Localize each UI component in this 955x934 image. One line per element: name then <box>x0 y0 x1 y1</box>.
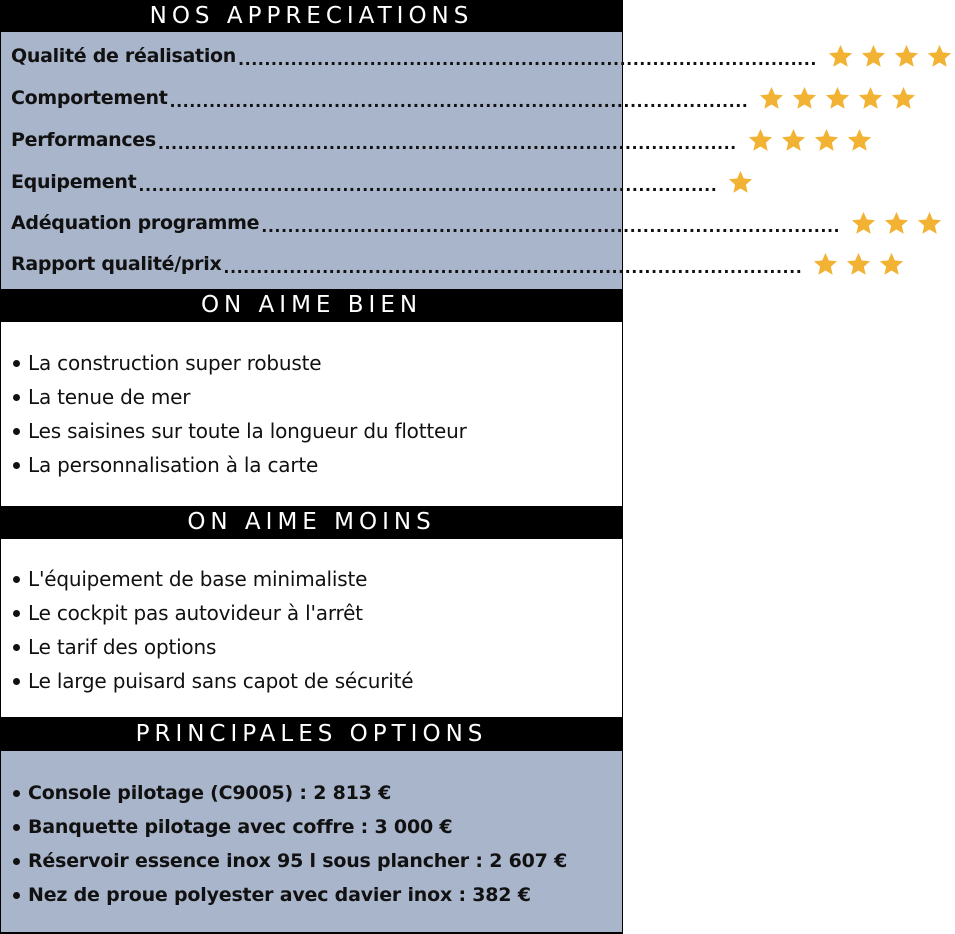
dot-leader: ........................................................................................ <box>238 49 817 69</box>
list-item-text: Réservoir essence inox 95 l sous plancher : 2 607 € <box>28 850 568 872</box>
bullet-dot-icon <box>13 790 20 797</box>
dot-leader: ........................................................................................ <box>138 175 718 195</box>
star-rating <box>723 167 756 197</box>
list-item <box>13 630 616 664</box>
list-item <box>13 414 616 448</box>
star-icon <box>822 83 853 113</box>
bullet-dot-icon <box>13 824 20 831</box>
ratings-header: NOS APPRECIATIONS <box>1 0 622 32</box>
rating-row <box>11 206 841 240</box>
bullet-dot-icon <box>13 428 20 435</box>
star-icon <box>881 208 912 238</box>
list-item <box>13 776 616 810</box>
list-item <box>13 380 616 414</box>
star-icon <box>843 249 874 279</box>
rating-row <box>11 165 718 199</box>
likes-list <box>13 346 616 482</box>
list-item <box>13 844 616 878</box>
list-item-text: Banquette pilotage avec coffre : 3 000 € <box>28 816 453 838</box>
likes-header: ON AIME BIEN <box>1 289 622 322</box>
star-icon <box>810 249 841 279</box>
list-item-text: Les saisines sur toute la longueur du flotteur <box>28 419 467 443</box>
star-icon <box>745 125 776 155</box>
dot-leader: ........................................................................................ <box>223 257 803 277</box>
star-icon <box>725 167 756 197</box>
star-rating <box>846 208 945 238</box>
list-item-text: La personnalisation à la carte <box>28 453 319 477</box>
star-rating <box>808 249 907 279</box>
star-icon <box>844 125 875 155</box>
dot-leader: ........................................................................................ <box>261 216 841 236</box>
star-rating <box>743 125 875 155</box>
star-icon <box>888 83 919 113</box>
list-item-text: La construction super robuste <box>28 351 322 375</box>
star-icon <box>848 208 879 238</box>
options-list <box>13 776 616 912</box>
star-icon <box>778 125 809 155</box>
rating-label: Rapport qualité/prix <box>11 253 222 275</box>
list-item-text: Console pilotage (C9005) : 2 813 € <box>28 782 392 804</box>
star-icon <box>825 41 856 71</box>
star-rating <box>823 41 955 71</box>
bullet-dot-icon <box>13 678 20 685</box>
star-icon <box>811 125 842 155</box>
bullet-dot-icon <box>13 462 20 469</box>
star-icon <box>891 41 922 71</box>
rating-label: Comportement <box>11 87 168 109</box>
star-icon <box>858 41 889 71</box>
list-item-text: Nez de proue polyester avec davier inox : 382 € <box>28 884 531 906</box>
bullet-dot-icon <box>13 892 20 899</box>
list-item <box>13 664 616 698</box>
list-item <box>13 346 616 380</box>
star-icon <box>855 83 886 113</box>
rating-row <box>11 247 803 281</box>
bullet-dot-icon <box>13 576 20 583</box>
bullet-dot-icon <box>13 394 20 401</box>
star-rating <box>754 83 919 113</box>
dislikes-panel <box>1 539 622 717</box>
bullet-dot-icon <box>13 610 20 617</box>
list-item-text: Le large puisard sans capot de sécurité <box>28 669 414 693</box>
bullet-dot-icon <box>13 360 20 367</box>
list-item-text: L'équipement de base minimaliste <box>28 567 368 591</box>
likes-panel <box>1 322 622 506</box>
list-item <box>13 810 616 844</box>
star-icon <box>789 83 820 113</box>
rating-label: Adéquation programme <box>11 212 260 234</box>
list-item-text: Le tarif des options <box>28 635 217 659</box>
dislikes-list <box>13 562 616 698</box>
dot-leader: ........................................................................................ <box>157 133 737 153</box>
rating-row <box>11 81 749 115</box>
list-item <box>13 448 616 482</box>
options-header: PRINCIPALES OPTIONS <box>1 717 622 751</box>
rating-row <box>11 39 817 73</box>
rating-row <box>11 123 737 157</box>
star-icon <box>914 208 945 238</box>
rating-label: Equipement <box>11 171 137 193</box>
rating-label: Qualité de réalisation <box>11 45 237 67</box>
bullet-dot-icon <box>13 644 20 651</box>
star-icon <box>756 83 787 113</box>
star-icon <box>876 249 907 279</box>
ratings-panel <box>1 32 841 289</box>
list-item <box>13 562 616 596</box>
list-item-text: La tenue de mer <box>28 385 191 409</box>
bullet-dot-icon <box>13 858 20 865</box>
rating-label: Performances <box>11 129 156 151</box>
list-item-text: Le cockpit pas autovideur à l'arrêt <box>28 601 363 625</box>
dislikes-header: ON AIME MOINS <box>1 506 622 539</box>
options-panel <box>1 751 622 932</box>
list-item <box>13 596 616 630</box>
list-item <box>13 878 616 912</box>
star-icon <box>924 41 955 71</box>
dot-leader: ........................................................................................ <box>169 91 749 111</box>
